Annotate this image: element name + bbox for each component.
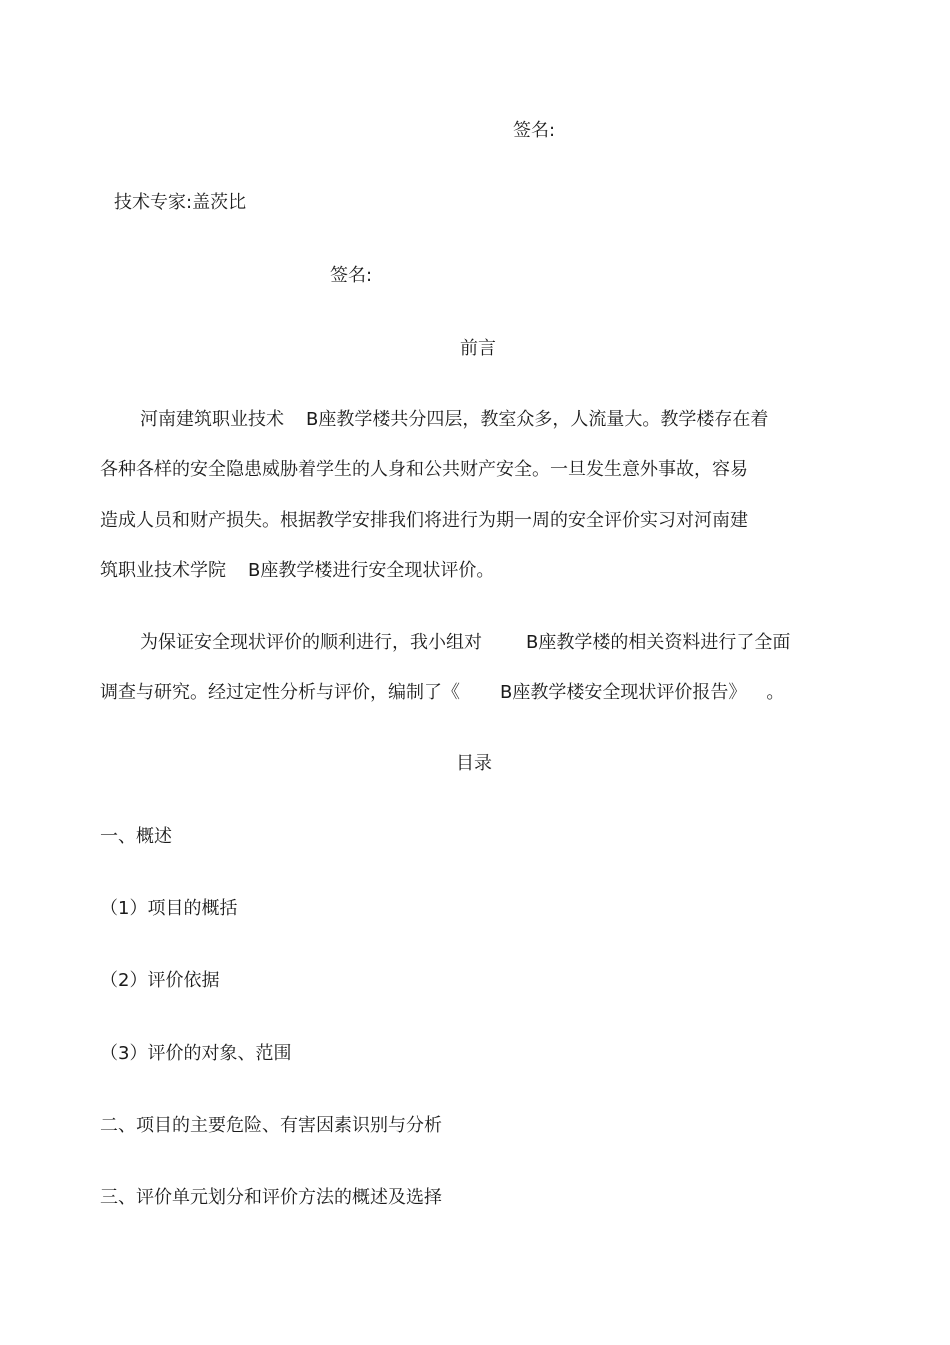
text-segment: B座教学楼进行安全现状评价。 [248, 560, 495, 581]
toc-item: 三、评价单元划分和评价方法的概述及选择 [100, 1187, 442, 1208]
paragraph-line [140, 631, 790, 655]
paragraph-line: 各种各样的安全隐患威胁着学生的人身和公共财产安全。一旦发生意外事故，容易 [100, 459, 748, 480]
toc-item: （3）评价的对象、范围 [100, 1043, 292, 1064]
text-segment: 河南建筑职业技术 [140, 409, 284, 430]
toc-item: （2）评价依据 [100, 970, 220, 991]
text-segment: 。 [766, 682, 785, 703]
preface-title: 前言 [460, 338, 496, 359]
text-segment: 调查与研究。经过定性分析与评价，编制了《 [100, 682, 460, 703]
toc-item: 一、概述 [100, 826, 172, 847]
text-segment: B座教学楼共分四层，教室众多，人流量大。教学楼存在着 [306, 409, 769, 430]
toc-title: 目录 [456, 753, 492, 774]
paragraph-line [140, 408, 768, 432]
text-segment: 为保证安全现状评价的顺利进行，我小组对 [140, 632, 482, 653]
paragraph-line [100, 559, 494, 583]
expert-label: 技术专家: [114, 192, 193, 213]
signature-label-top: 签名: [513, 120, 556, 141]
paragraph-line [100, 681, 784, 705]
toc-item: 二、项目的主要危险、有害因素识别与分析 [100, 1115, 442, 1136]
paragraph-line: 造成人员和财产损失。根据教学安排我们将进行为期一周的安全评价实习对河南建 [100, 510, 748, 531]
toc-item: （1）项目的概括 [100, 898, 238, 919]
expert-line [114, 191, 246, 215]
expert-name: 盖茨比 [192, 192, 247, 213]
text-segment: B座教学楼的相关资料进行了全面 [526, 632, 791, 653]
text-segment: 筑职业技术学院 [100, 560, 226, 581]
signature-label-second: 签名: [330, 265, 373, 286]
text-segment: B座教学楼安全现状评价报告》 [500, 682, 747, 703]
